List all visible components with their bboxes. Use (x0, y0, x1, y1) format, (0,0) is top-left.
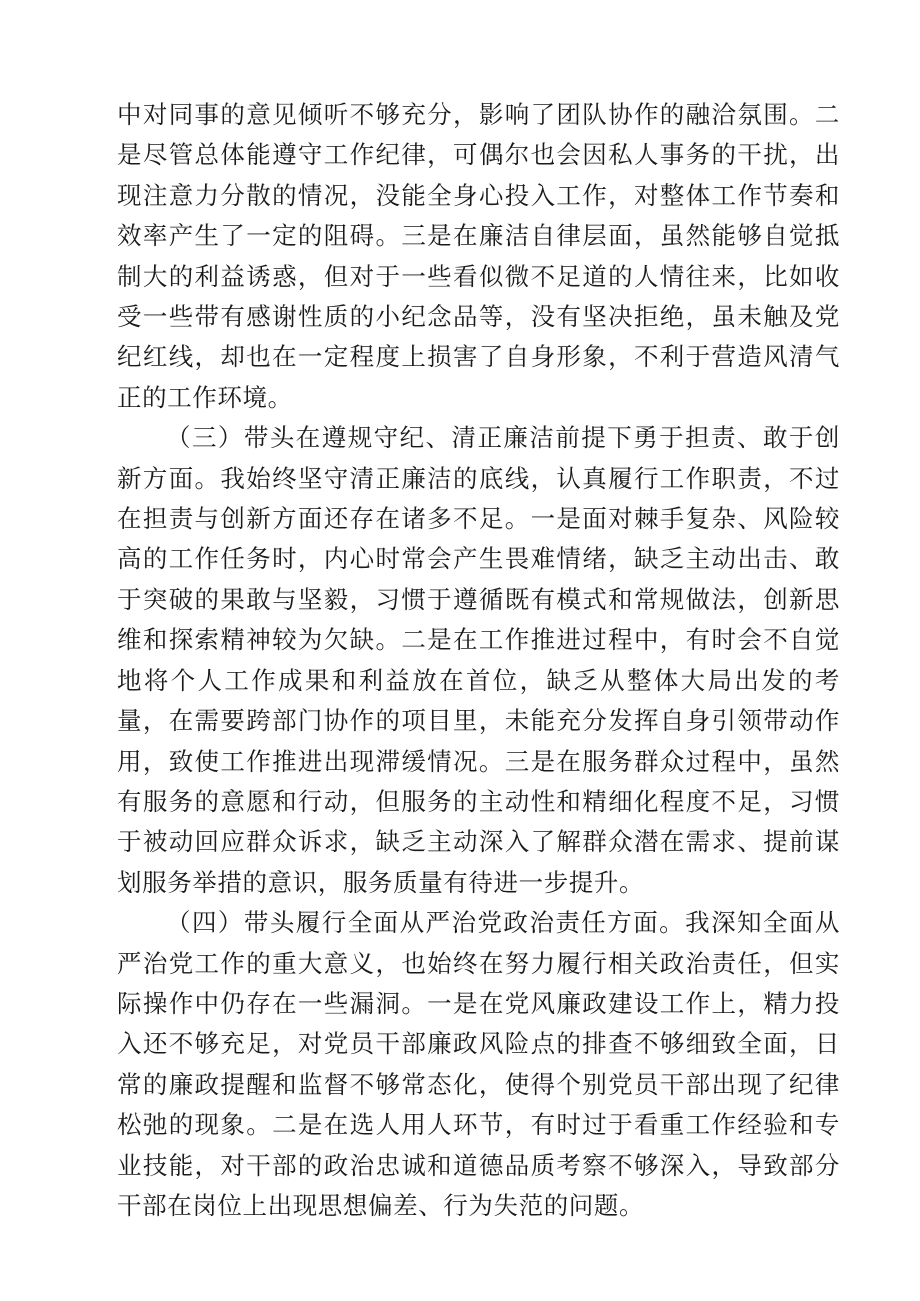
paragraph-section-four: （四）带头履行全面从严治党政治责任方面。我深知全面从严治党工作的重大意义，也始终在努力履行相关政治责任，但实际操作中仍存在一些漏洞。一是在党风廉政建设工作上，精力投入还不够充足，对党员干部廉政风险点的排查不够细致全面，日常的廉政提醒和监督不够常态化，使得个别党员干部出现了纪律松弛的现象。二是在选人用人环节，有时过于看重工作经验和专业技能，对干部的政治忠诚和道德品质考察不够深入，导致部分干部在岗位上出现思想偏差、行为失范的问题。 (117, 908, 840, 1220)
document-page (117, 95, 840, 1226)
paragraph-continuation: 中对同事的意见倾听不够充分，影响了团队协作的融洽氛围。二是尽管总体能遵守工作纪律，可偶尔也会因私人事务的干扰，出现注意力分散的情况，没能全身心投入工作，对整体工作节奏和效率产生了一定的阻碍。三是在廉洁自律层面，虽然能够自觉抵制大的利益诱惑，但对于一些看似微不足道的人情往来，比如收受一些带有感谢性质的小纪念品等，没有坚决拒绝，虽未触及党纪红线，却也在一定程度上损害了自身形象，不利于营造风清气正的工作环境。 (117, 100, 840, 412)
paragraph-section-three: （三）带头在遵规守纪、清正廉洁前提下勇于担责、敢于创新方面。我始终坚守清正廉洁的底线，认真履行工作职责，不过在担责与创新方面还存在诸多不足。一是面对棘手复杂、风险较高的工作任务时，内心时常会产生畏难情绪，缺乏主动出击、敢于突破的果敢与坚毅，习惯于遵循既有模式和常规做法，创新思维和探索精神较为欠缺。二是在工作推进过程中，有时会不自觉地将个人工作成果和利益放在首位，缺乏从整体大局出发的考量，在需要跨部门协作的项目里，未能充分发挥自身引领带动作用，致使工作推进出现滞缓情况。三是在服务群众过程中，虽然有服务的意愿和行动，但服务的主动性和精细化程度不足，习惯于被动回应群众诉求，缺乏主动深入了解群众潜在需求、提前谋划服务举措的意识，服务质量有待进一步提升。 (117, 423, 840, 897)
